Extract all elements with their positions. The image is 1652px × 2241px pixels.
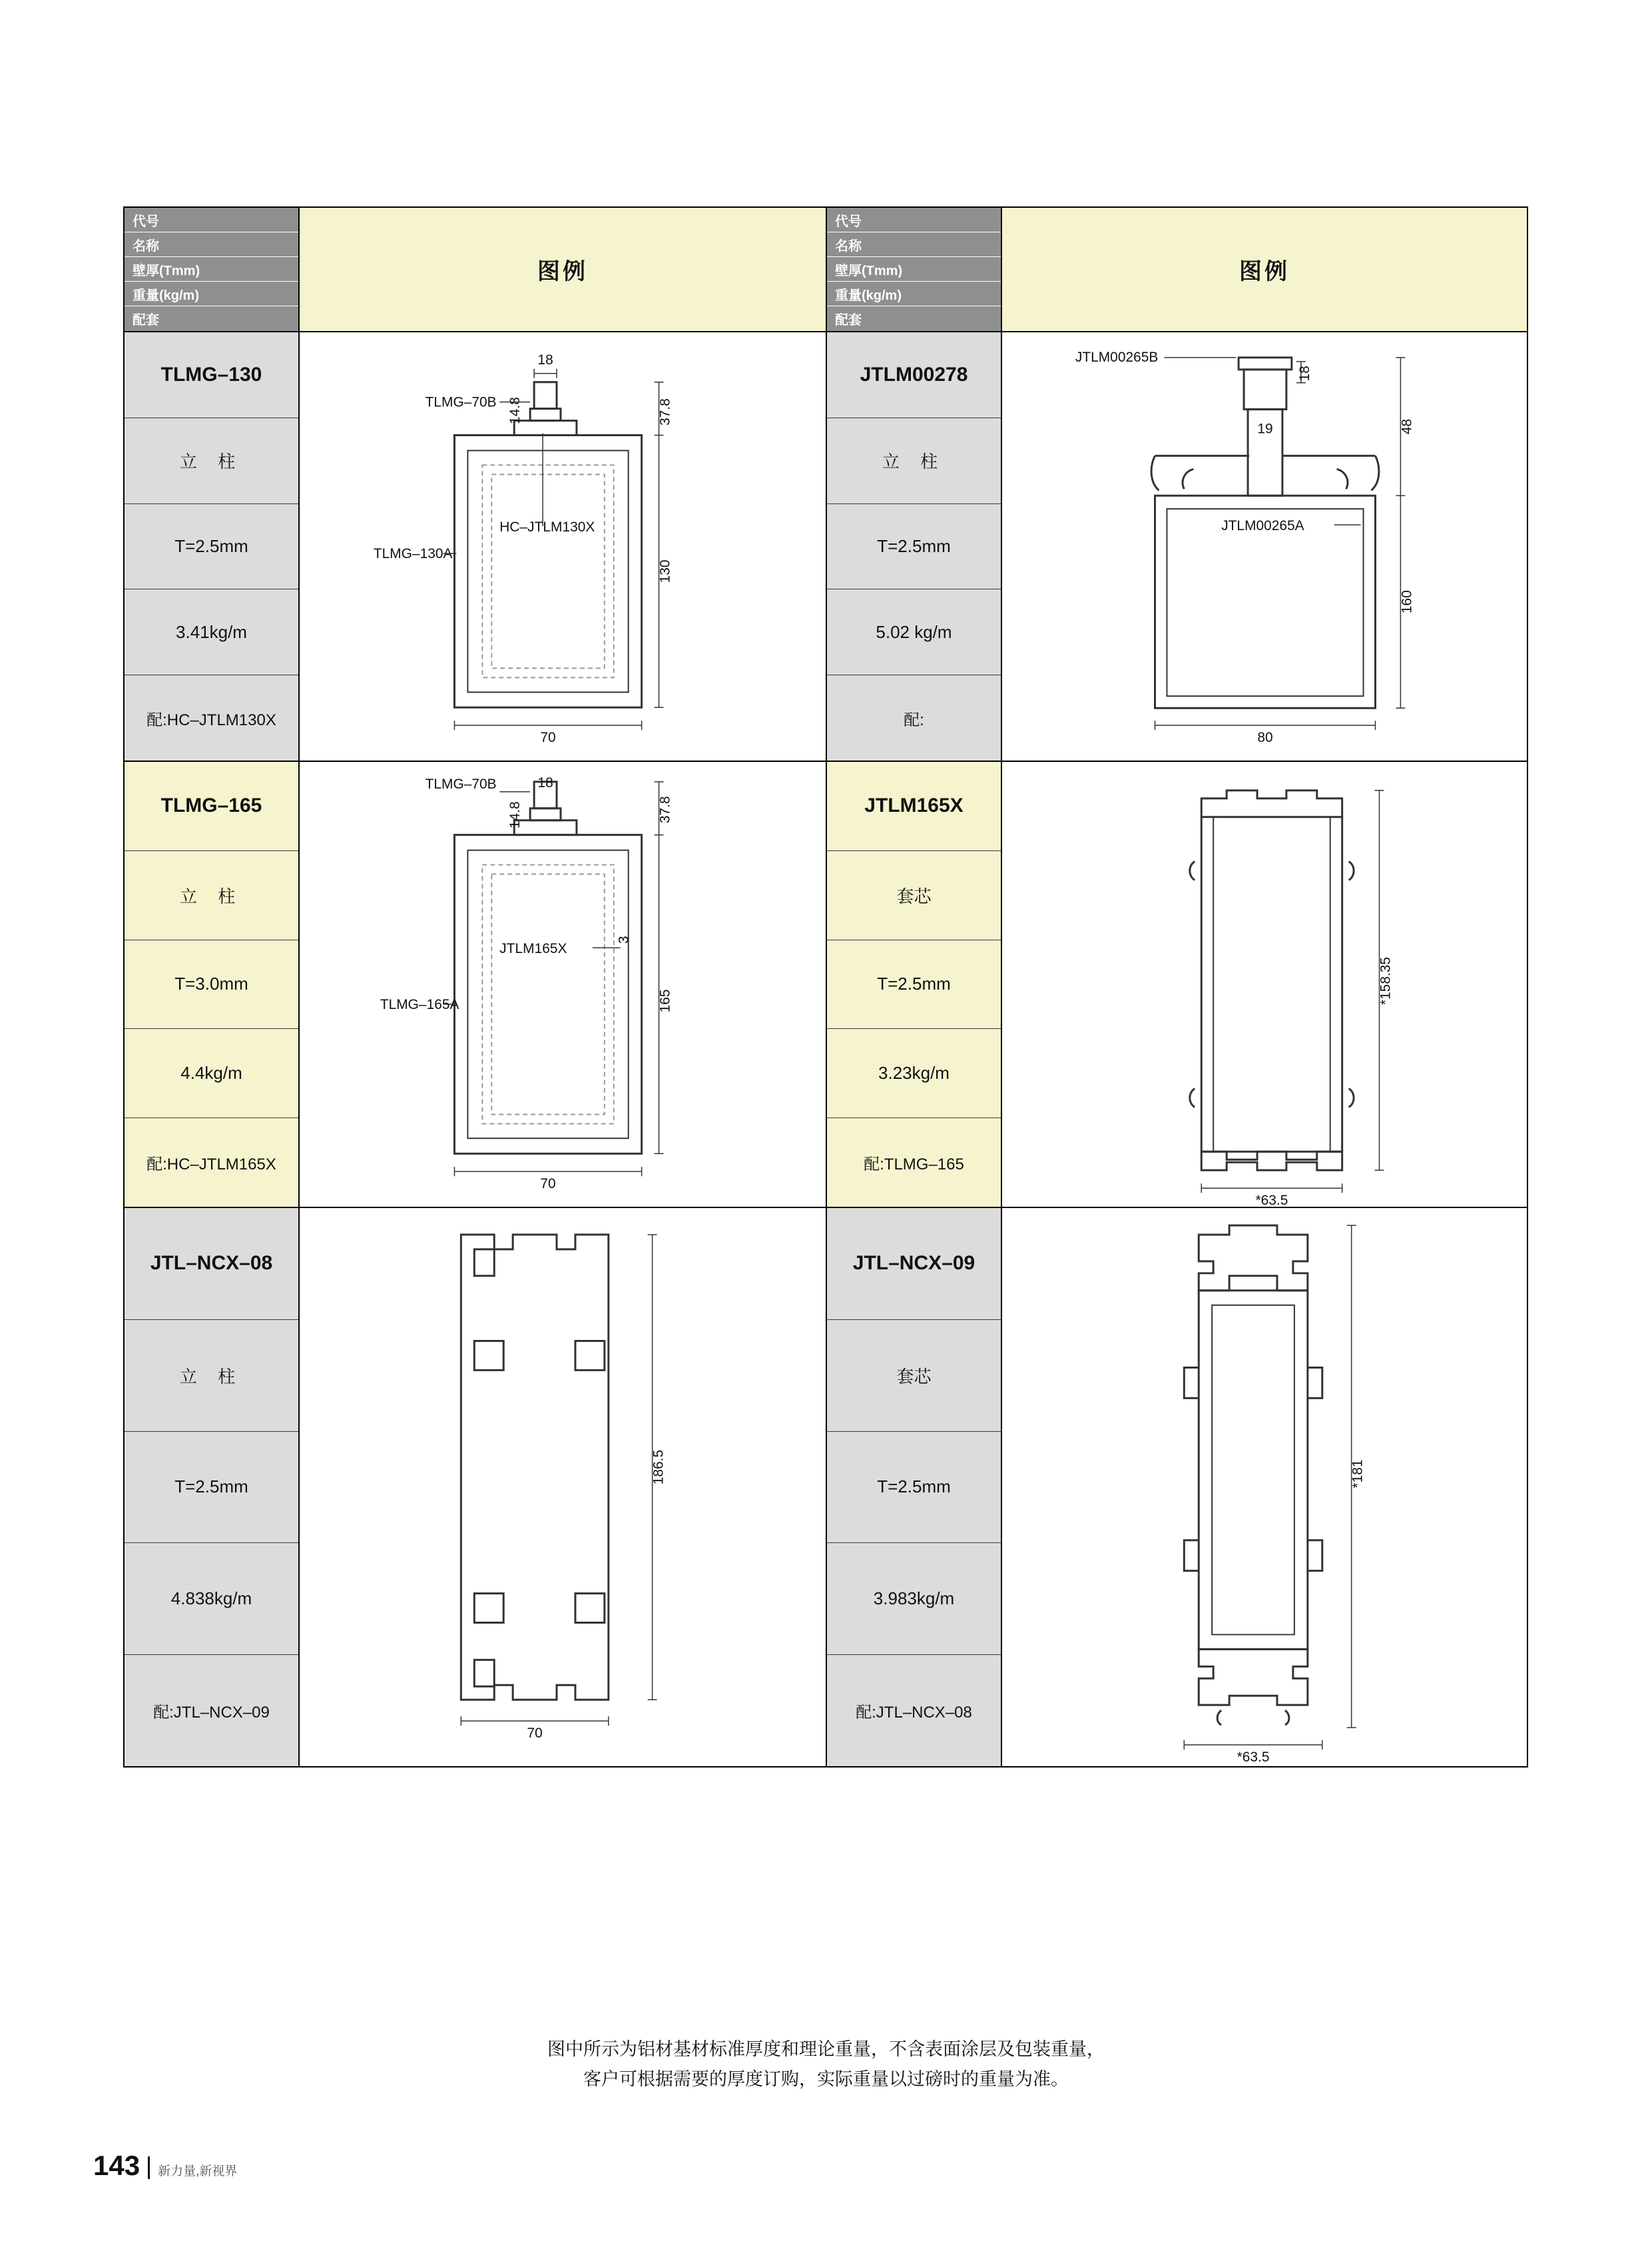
header-label-match: 配套 [125,306,298,331]
row-cells [827,762,1002,1207]
header-label-thickness: 壁厚(Tmm) [827,257,1001,282]
table-header-right [826,206,1528,332]
row-cells [125,762,300,1207]
row-cells [827,1208,1002,1766]
dim-label: 186.5 [651,1449,667,1485]
dim-label: *63.5 [1237,1749,1270,1765]
table-header-left [123,206,826,332]
dim-label: 165 [657,989,673,1013]
dim-label: *63.5 [1255,1193,1288,1207]
callout-label: HC–JTLM130X [499,519,595,535]
table-row [826,762,1528,1208]
dim-label: 160 [1399,590,1415,614]
dim-label: 19 [1257,421,1273,437]
callout-label: TLMG–70B [425,776,497,792]
dim-label: 37.8 [657,398,673,426]
cell-weight: 4.838kg/m [125,1543,298,1655]
page-footer [93,2150,237,2182]
table-row [826,332,1528,762]
catalog-column-left [123,206,826,1767]
footer-note-line2: 客户可根据需要的厚度订购，实际重量以过磅时的重量为准。 [583,2069,1069,2089]
footer-note-line1: 图中所示为铝材基材标准厚度和理论重量，不含表面涂层及包装重量， [547,2039,1105,2059]
callout-label: TLMG–130A [373,545,453,561]
cell-name: 立 柱 [125,851,298,940]
cell-match: 配:JTL–NCX–08 [827,1655,1001,1766]
dim-label: 80 [1257,730,1273,746]
callout-label: TLMG–165A [380,996,459,1012]
cell-thickness: T=2.5mm [125,504,298,590]
cell-weight: 5.02 kg/m [827,589,1001,675]
cell-match: 配:JTL–NCX–09 [125,1655,298,1766]
dim-label: 18 [537,775,553,791]
cell-weight: 3.41kg/m [125,589,298,675]
cell-weight: 3.23kg/m [827,1029,1001,1118]
profile-figure [1002,762,1527,1207]
cell-name: 立 柱 [827,418,1001,504]
profile-figure [300,332,826,761]
dim-label: *158.35 [1378,956,1394,1006]
catalog-column-right [826,206,1528,1767]
header-label-stack [125,208,300,331]
cell-code: JTLM165X [827,762,1001,851]
row-cells [125,332,300,761]
cell-thickness: T=2.5mm [827,504,1001,590]
profile-figure [300,1208,826,1766]
row-cells [125,1208,300,1766]
cell-match: 配:HC–JTLM165X [125,1118,298,1207]
header-label-weight: 重量(kg/m) [125,282,298,306]
header-label-name: 名称 [125,232,298,257]
dim-label: 18 [1296,366,1312,382]
table-row [123,1208,826,1767]
header-label-match: 配套 [827,306,1001,331]
header-label-weight: 重量(kg/m) [827,282,1001,306]
profile-figure [1002,332,1527,761]
header-label-thickness: 壁厚(Tmm) [125,257,298,282]
dim-label: 70 [527,1726,543,1742]
dim-label: 14.8 [507,801,523,829]
dim-label: 3 [616,936,632,944]
cell-name: 套芯 [827,1320,1001,1432]
brand-slogan: 新力量,新视界 [158,2164,238,2178]
cell-code: JTLM00278 [827,332,1001,418]
cell-match: 配:HC–JTLM130X [125,675,298,761]
dim-label: *181 [1350,1459,1366,1488]
cell-name: 立 柱 [125,418,298,504]
dim-label: 70 [540,1176,556,1192]
row-cells [827,332,1002,761]
callout-label: JTLM165X [499,941,567,957]
cell-code: JTL–NCX–09 [827,1208,1001,1320]
cell-weight: 3.983kg/m [827,1543,1001,1655]
cell-match: 配:TLMG–165 [827,1118,1001,1207]
header-figure-title: 图例 [1002,208,1527,331]
dim-label: 130 [657,559,673,583]
table-row [826,1208,1528,1767]
cell-code: TLMG–130 [125,332,298,418]
callout-label: JTLM00265B [1075,349,1159,365]
header-figure-title: 图例 [300,208,826,331]
cell-weight: 4.4kg/m [125,1029,298,1118]
header-label-name: 名称 [827,232,1001,257]
footer-divider [148,2156,150,2179]
cell-thickness: T=3.0mm [125,940,298,1030]
table-row [123,762,826,1208]
cell-match: 配: [827,675,1001,761]
cell-code: TLMG–165 [125,762,298,851]
cell-thickness: T=2.5mm [827,940,1001,1030]
callout-label: TLMG–70B [425,394,497,410]
dim-label: 70 [540,730,556,746]
header-label-code: 代号 [125,208,298,232]
header-label-code: 代号 [827,208,1001,232]
dim-label: 14.8 [507,397,523,425]
dim-label: 37.8 [657,796,673,824]
cell-thickness: T=2.5mm [827,1432,1001,1544]
cell-code: JTL–NCX–08 [125,1208,298,1320]
callout-label: JTLM00265A [1221,518,1304,534]
dim-label: 18 [537,352,553,368]
cell-name: 立 柱 [125,1320,298,1432]
profile-figure [300,762,826,1207]
footer-note [0,2035,1652,2094]
dim-label: 48 [1399,418,1415,435]
profile-catalog [123,206,1528,1767]
table-row [123,332,826,762]
cell-name: 套芯 [827,851,1001,940]
header-label-stack [827,208,1002,331]
page-number: 143 [93,2150,140,2181]
profile-figure [1002,1208,1527,1766]
cell-thickness: T=2.5mm [125,1432,298,1544]
